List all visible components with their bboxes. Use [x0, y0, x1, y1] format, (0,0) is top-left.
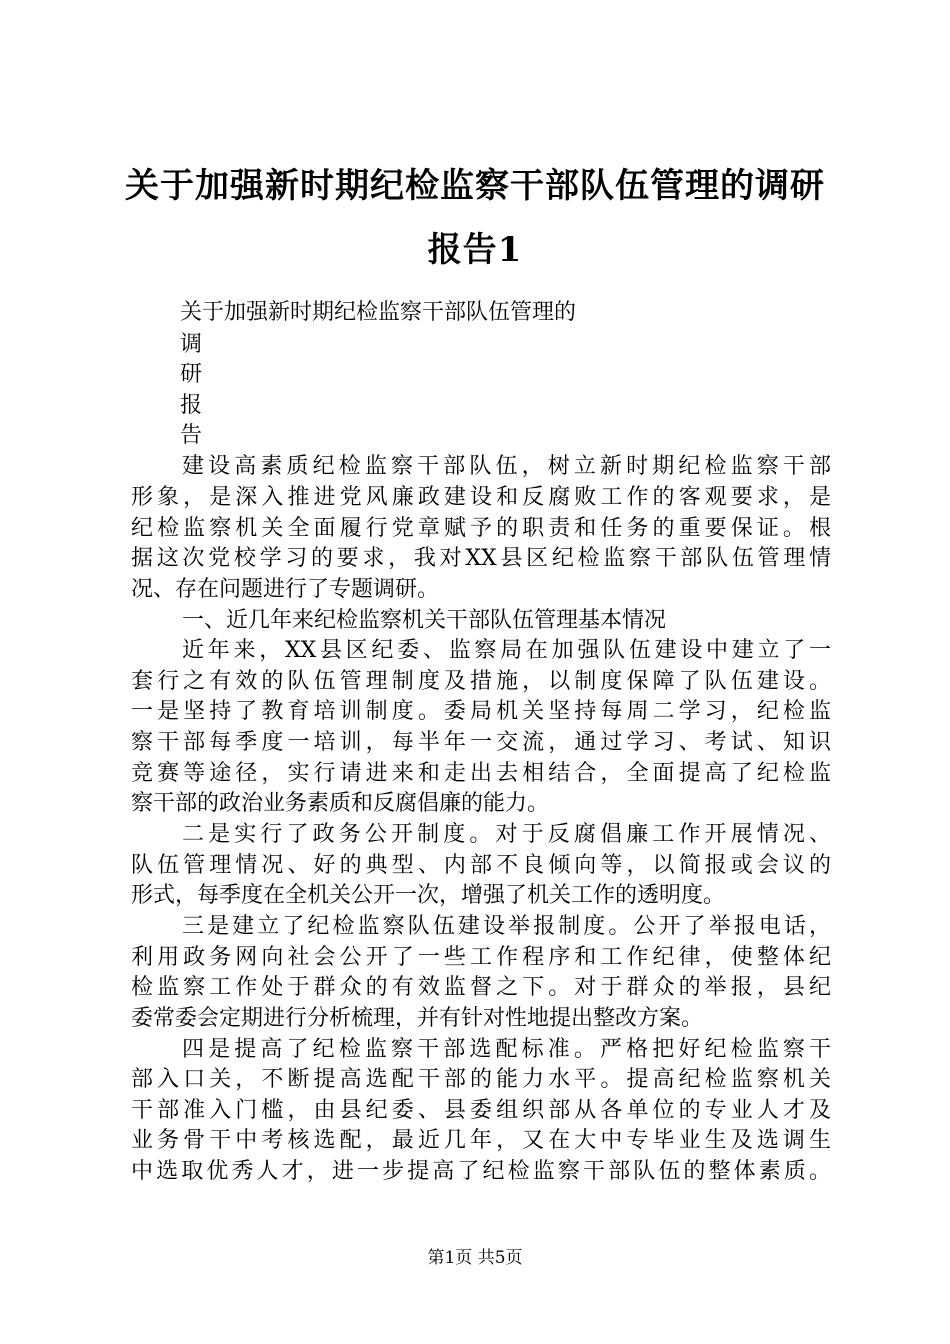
- body-line: 四是提高了纪检监察干部选配标准。严格把好纪检监察干: [182, 1037, 831, 1062]
- body-line: 委常委会定期进行分析梳理，并有针对性地提出整改方案。: [131, 1006, 704, 1031]
- body-line: 检监察工作处于群众的有效监督之下。对于群众的举报，县纪: [131, 975, 831, 1000]
- subtitle-vertical-char: 报: [180, 393, 203, 418]
- body-line: 队伍管理情况、好的典型、内部不良倾向等，以简报或会议的: [131, 853, 831, 878]
- body-line: 察干部的政治业务素质和反腐倡廉的能力。: [131, 791, 550, 816]
- body-line: 据这次党校学习的要求，我对XX县区纪检监察干部队伍管理情: [131, 546, 831, 571]
- body-line: 利用政务网向社会公开了一些工作程序和工作纪律，使整体纪: [131, 945, 831, 970]
- body-line: 竞赛等途径，实行请进来和走出去相结合，全面提高了纪检监: [131, 761, 831, 786]
- body-line: 建设高素质纪检监察干部队伍，树立新时期纪检监察干部: [182, 454, 831, 479]
- page-number-footer: 第1页 共5页: [427, 1248, 523, 1268]
- document-title-line-1: 关于加强新时期纪检监察干部队伍管理的调研: [125, 166, 825, 206]
- subtitle-line: 关于加强新时期纪检监察干部队伍管理的: [180, 300, 577, 325]
- subtitle-vertical-char: 告: [180, 423, 203, 448]
- body-line: 察干部每季度一培训，每半年一交流，通过学习、考试、知识: [131, 730, 831, 755]
- body-line: 一是坚持了教育培训制度。委局机关坚持每周二学习，纪检监: [131, 699, 831, 724]
- body-line: 干部准入门槛，由县纪委、县委组织部从各单位的专业人才及: [131, 1098, 831, 1123]
- body-line: 形象，是深入推进党风廉政建设和反腐败工作的客观要求，是: [131, 485, 831, 510]
- body-line: 近年来，XX县区纪委、监察局在加强队伍建设中建立了一: [182, 638, 831, 663]
- body-line: 况、存在问题进行了专题调研。: [131, 577, 440, 602]
- body-line: 业务骨干中考核选配，最近几年，又在大中专毕业生及选调生: [131, 1128, 831, 1153]
- body-line: 中选取优秀人才，进一步提高了纪检监察干部队伍的整体素质。: [131, 1159, 831, 1184]
- body-line: 二是实行了政务公开制度。对于反腐倡廉工作开展情况、: [182, 822, 831, 847]
- subtitle-vertical-char: 调: [180, 332, 203, 357]
- subtitle-vertical-char: 研: [180, 362, 203, 387]
- section-heading: 一、近几年来纪检监察机关干部队伍管理基本情况: [182, 608, 667, 633]
- body-line: 形式，每季度在全机关公开一次，增强了机关工作的透明度。: [131, 883, 726, 908]
- body-line: 套行之有效的队伍管理制度及措施，以制度保障了队伍建设。: [131, 669, 831, 694]
- document-title-line-2: 报告1: [427, 230, 523, 270]
- body-line: 部入口关，不断提高选配干部的能力水平。提高纪检监察机关: [131, 1067, 831, 1092]
- body-line: 纪检监察机关全面履行党章赋予的职责和任务的重要保证。根: [131, 516, 831, 541]
- body-line: 三是建立了纪检监察队伍建设举报制度。公开了举报电话，: [182, 914, 831, 939]
